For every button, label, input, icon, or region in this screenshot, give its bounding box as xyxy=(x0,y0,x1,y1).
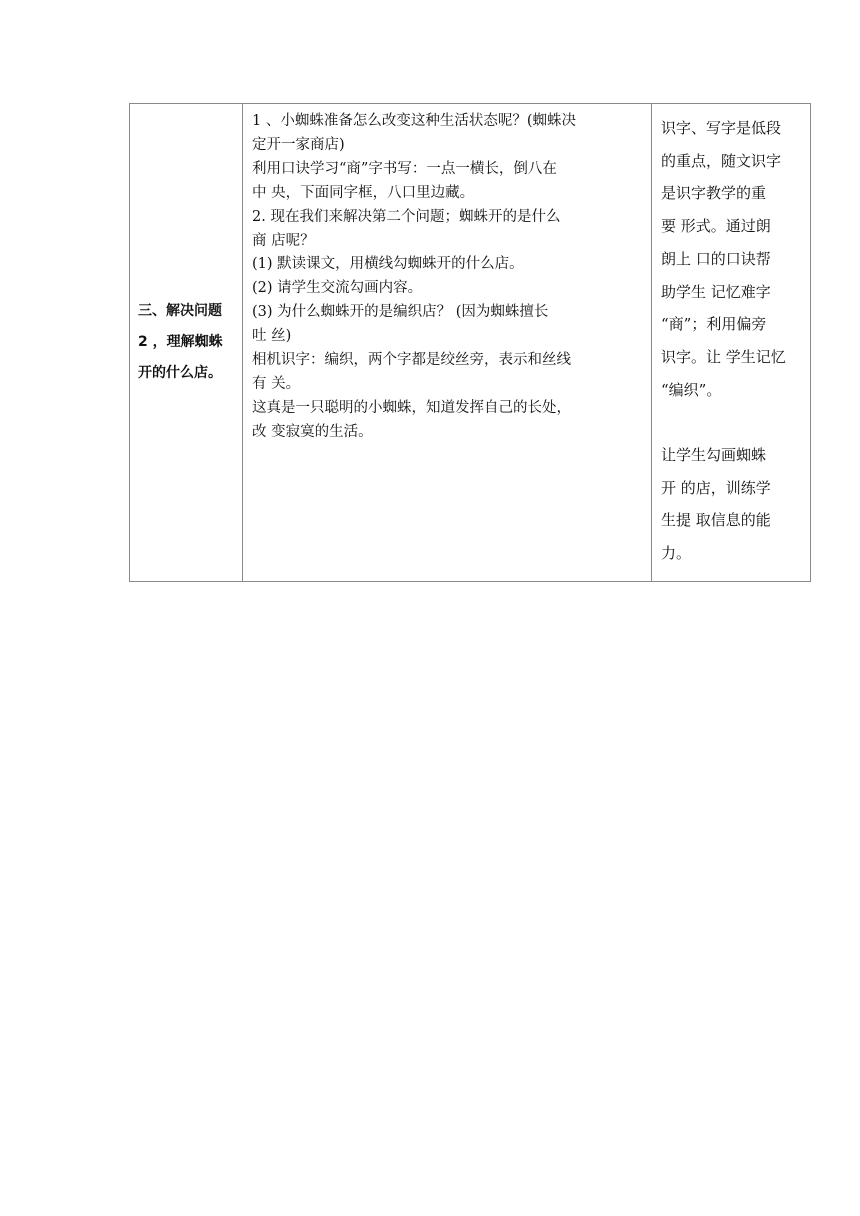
content-line: 利用口诀学习“商”字书写：一点一横长，倒八在 xyxy=(252,160,557,177)
note-line: 识字。让 学生记忆 xyxy=(661,347,786,366)
note-line: 力。 xyxy=(661,544,692,563)
content-line: 商 店呢？ xyxy=(252,232,315,249)
content-line: (1) 默读课文，用横线勾蜘蛛开的什么店。 xyxy=(252,256,524,273)
design-intent xyxy=(652,104,810,570)
note-line: 朗上 口的口诀帮 xyxy=(661,249,771,268)
table-row xyxy=(130,104,811,582)
content-line: 定开一家商店) xyxy=(252,136,345,153)
content-line: (3) 为什么蜘蛛开的是编织店？ (因为蜘蛛擅长 xyxy=(252,304,549,321)
lesson-plan-table xyxy=(129,103,811,582)
note-line: 的重点，随文识字 xyxy=(661,151,782,170)
stage-title-line: 三、解决问题 xyxy=(138,303,222,319)
note-line: 开 的店，训练学 xyxy=(661,478,771,497)
content-line: 2. 现在我们来解决第二个问题；蜘蛛开的是什么 xyxy=(252,208,561,225)
stage-title-line: 2 ，理解蜘蛛 xyxy=(138,334,223,350)
note-line: 助学生 记忆难字 xyxy=(661,282,771,301)
content-line: 中 央，下面同字框，八口里边藏。 xyxy=(252,184,475,201)
teaching-content-cell xyxy=(243,104,652,582)
content-line: 有 关。 xyxy=(252,375,301,392)
note-line: 识字、写字是低段 xyxy=(661,119,782,137)
stage-title-line: 开的什么店。 xyxy=(138,365,222,381)
note-line: “编织”。 xyxy=(661,380,722,399)
note-line: 要 形式。通过朗 xyxy=(661,217,771,236)
content-line: (2) 请学生交流勾画内容。 xyxy=(252,280,423,297)
content-line: 吐 丝) xyxy=(252,328,292,345)
content-line: 改 变寂寞的生活。 xyxy=(252,423,373,440)
stage-title xyxy=(138,296,242,389)
content-line: 1 、小蜘蛛准备怎么改变这种生活状态呢？(蜘蛛决 xyxy=(252,113,576,129)
note-line: “商”；利用偏旁 xyxy=(661,315,767,334)
note-line: 是识字教学的重 xyxy=(661,184,767,203)
paragraph-gap xyxy=(661,406,806,439)
note-line: 生提 取信息的能 xyxy=(661,511,771,530)
teaching-content xyxy=(243,104,651,445)
content-line: 这真是一只聪明的小蜘蛛，知道发挥自己的长处， xyxy=(252,399,571,416)
note-line: 让学生勾画蜘蛛 xyxy=(661,446,767,465)
design-intent-cell xyxy=(652,104,811,582)
stage-cell xyxy=(130,104,243,582)
content-line: 相机识字：编织，两个字都是绞丝旁，表示和丝线 xyxy=(252,352,571,369)
